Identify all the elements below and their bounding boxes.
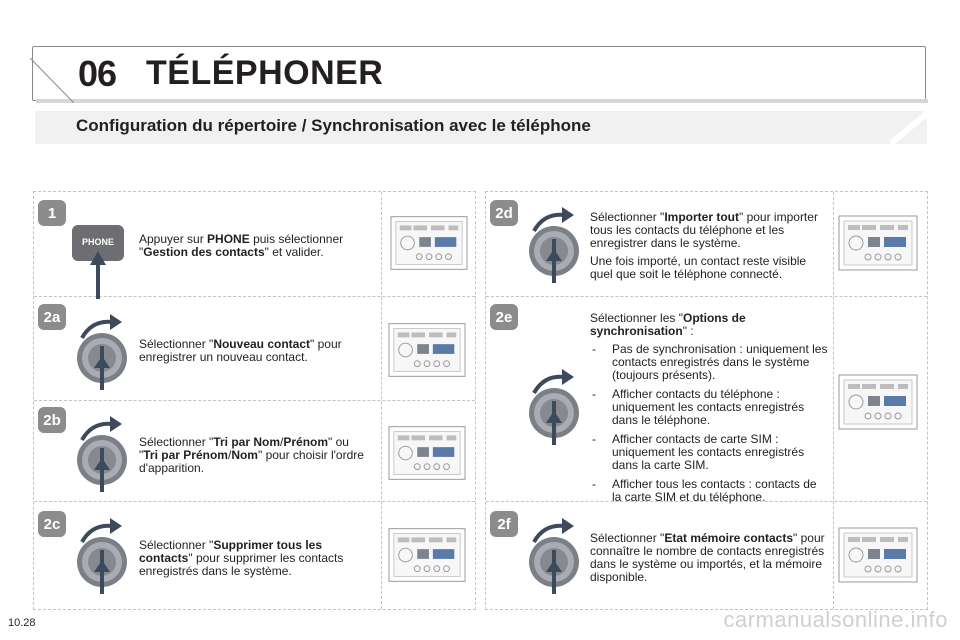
phone-button-label: PHONE — [81, 237, 114, 247]
radio-unit-icon — [390, 215, 468, 271]
chapter-title: TÉLÉPHONER — [146, 54, 384, 92]
step-2e-text: Sélectionner les "Options de synchronisation" : - Pas de synchronisation : uniquement les contacts enregistrés dans le système (toujours présents). - Afficher contacts du téléphone : uniquement les contacts enregistrés dans le téléphone. - Afficher contacts de carte SIM : uniquement les contacts enregistrés dans la carte SIM. - Afficher tous les contacts : contacts de la carte SIM et du téléphone. — [590, 312, 828, 510]
section-title: Configuration du répertoire / Synchronisation avec le téléphone — [76, 116, 591, 135]
radio-unit-icon — [388, 527, 466, 583]
chapter-number: 06 — [78, 53, 117, 94]
rotary-dial-icon — [526, 367, 582, 447]
radio-unit-icon — [388, 425, 466, 481]
step-badge-2c: 2c — [38, 511, 66, 537]
rotary-dial-icon — [526, 516, 582, 596]
list-item: - Afficher contacts de carte SIM : uniquement les contacts enregistrés dans la carte SIM. — [590, 433, 828, 472]
page-number: 10.28 — [8, 617, 36, 629]
step-2c-text: Sélectionner "Supprimer tous les contacts" pour supprimer les contacts enregistrés dans le système. — [139, 538, 344, 578]
step-badge-2f: 2f — [490, 511, 518, 537]
corner-decoration — [30, 44, 74, 103]
step-2d-text: Sélectionner "Importer tout" pour importer tous les contacts du téléphone et les enregistrer dans le système. Une fois importé, un contact reste visible quel que soit le téléphone connecté. — [590, 210, 818, 281]
divider — [34, 400, 475, 401]
step-1-text: Appuyer sur PHONE puis sélectionner "Gestion des contacts" et valider. — [139, 232, 344, 259]
step-2f-text: Sélectionner "Etat mémoire contacts" pour connaître le nombre de contacts enregistrés dans le système ou importés, et la mémoire disponible. — [590, 531, 825, 584]
step-badge-2b: 2b — [38, 407, 66, 433]
step-badge-2e: 2e — [490, 304, 518, 330]
divider — [34, 501, 475, 502]
step-2a-text: Sélectionner "Nouveau contact" pour enregistrer un nouveau contact. — [139, 337, 342, 364]
step-badge-2d: 2d — [490, 200, 518, 226]
step-badge-2a: 2a — [38, 304, 66, 330]
header-shadow — [36, 99, 928, 103]
list-item: - Afficher tous les contacts : contacts de la carte SIM et du téléphone. — [590, 478, 828, 504]
radio-unit-icon — [838, 527, 918, 583]
watermark: carmanualsonline.info — [723, 607, 948, 632]
section-bar-corner — [890, 111, 930, 144]
list-item: - Afficher contacts du téléphone : uniquement les contacts enregistrés dans le téléphone. — [590, 388, 828, 427]
radio-unit-icon — [838, 374, 918, 430]
radio-unit-icon — [388, 322, 466, 378]
step-badge-1: 1 — [38, 200, 66, 226]
rotary-dial-icon — [74, 312, 130, 392]
rotary-dial-icon — [526, 205, 582, 285]
sync-options-list — [590, 343, 828, 504]
rotary-dial-icon — [74, 516, 130, 596]
phone-button-icon — [72, 225, 124, 265]
radio-unit-icon — [838, 215, 918, 271]
step-2b-text: Sélectionner "Tri par Nom/Prénom" ou "Tri par Prénom/Nom" pour choisir l'ordre d'apparition. — [139, 435, 364, 475]
list-item: - Pas de synchronisation : uniquement les contacts enregistrés dans le système (toujours présents). — [590, 343, 828, 382]
rotary-dial-icon — [74, 414, 130, 494]
divider — [486, 296, 927, 297]
